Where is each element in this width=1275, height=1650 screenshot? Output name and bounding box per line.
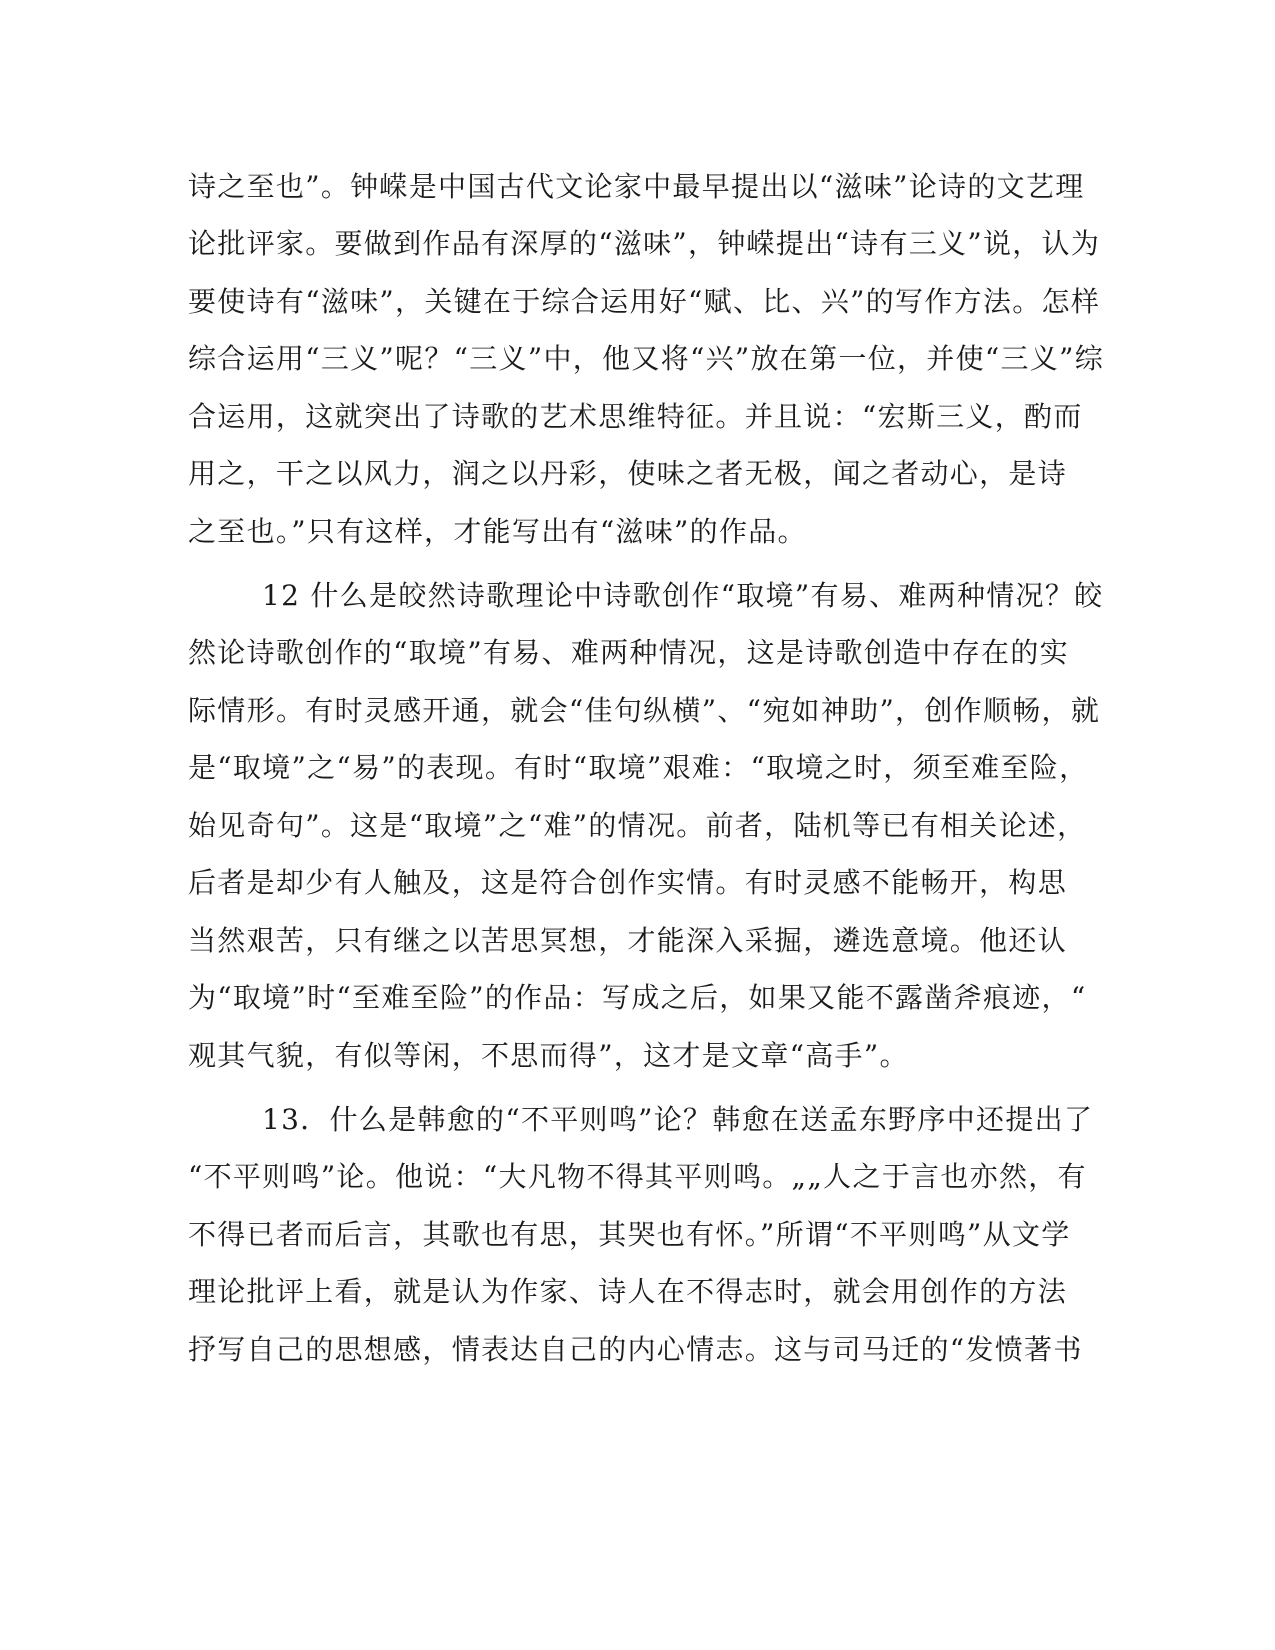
text-line-1: 诗之至也”。钟嵘是中国古代文论家中最早提出以“滋味”论诗的文艺理 — [188, 170, 1085, 203]
text-line-5: 合运用，这就突出了诗歌的艺术思维特征。并且说：“宏斯三义，酌而 — [188, 400, 1083, 433]
text-line-11: 是“取境”之“易”的表现。有时“取境”艰难：“取境之时，须至难至险， — [188, 751, 1089, 784]
text-line-12: 始见奇句”。这是“取境”之“难”的情况。前者，陆机等已有相关论述， — [188, 809, 1087, 842]
text-line-6: 用之，干之以风力，润之以丹彩，使味之者无极，闻之者动心，是诗 — [188, 457, 1068, 490]
text-line-9: 然论诗歌创作的“取境”有易、难两种情况，这是诗歌创造中存在的实 — [188, 636, 1069, 669]
text-line-15: 为“取境”时“至难至险”的作品：写成之后，如果又能不露凿斧痕迹，“ — [188, 981, 1087, 1014]
paragraph-13-heading: 13．什么是韩愈的“不平则鸣”论？韩愈在送孟东野序中还提出了 — [262, 1103, 1094, 1136]
text-line-19: 不得已者而后言，其歌也有思，其哭也有怀。”所谓“不平则鸣”从文学 — [188, 1218, 1071, 1251]
text-line-21: 抒写自己的思想感，情表达自己的内心情志。这与司马迁的“发愤著书 — [188, 1333, 1083, 1366]
text-line-20: 理论批评上看，就是认为作家、诗人在不得志时，就会用创作的方法 — [188, 1275, 1068, 1308]
text-line-13: 后者是却少有人触及，这是符合创作实情。有时灵感不能畅开，构思 — [188, 866, 1068, 899]
text-line-2: 论批评家。要做到作品有深厚的“滋味”，钟嵘提出“诗有三义”说，认为 — [188, 227, 1101, 260]
text-line-18: “不平则鸣”论。他说：“大凡物不得其平则鸣。„„人之于言也亦然，有 — [188, 1160, 1087, 1193]
text-line-10: 际情形。有时灵感开通，就会“佳句纵横”、“宛如神助”，创作顺畅，就 — [188, 694, 1101, 727]
paragraph-12-heading: 12 什么是皎然诗歌理论中诗歌创作“取境”有易、难两种情况？皎 — [262, 579, 1104, 612]
text-line-4: 综合运用“三义”呢？“三义”中，他又将“兴”放在第一位，并使“三义”综 — [188, 342, 1105, 375]
text-line-14: 当然艰苦，只有继之以苦思冥想，才能深入采掘，遴选意境。他还认 — [188, 924, 1068, 957]
text-line-7: 之至也。”只有这样，才能写出有“滋味”的作品。 — [188, 515, 807, 548]
text-line-3: 要使诗有“滋味”，关键在于综合运用好“赋、比、兴”的写作方法。怎样 — [188, 285, 1101, 318]
text-line-16: 观其气貌，有似等闲，不思而得”，这才是文章“高手”。 — [188, 1039, 909, 1072]
